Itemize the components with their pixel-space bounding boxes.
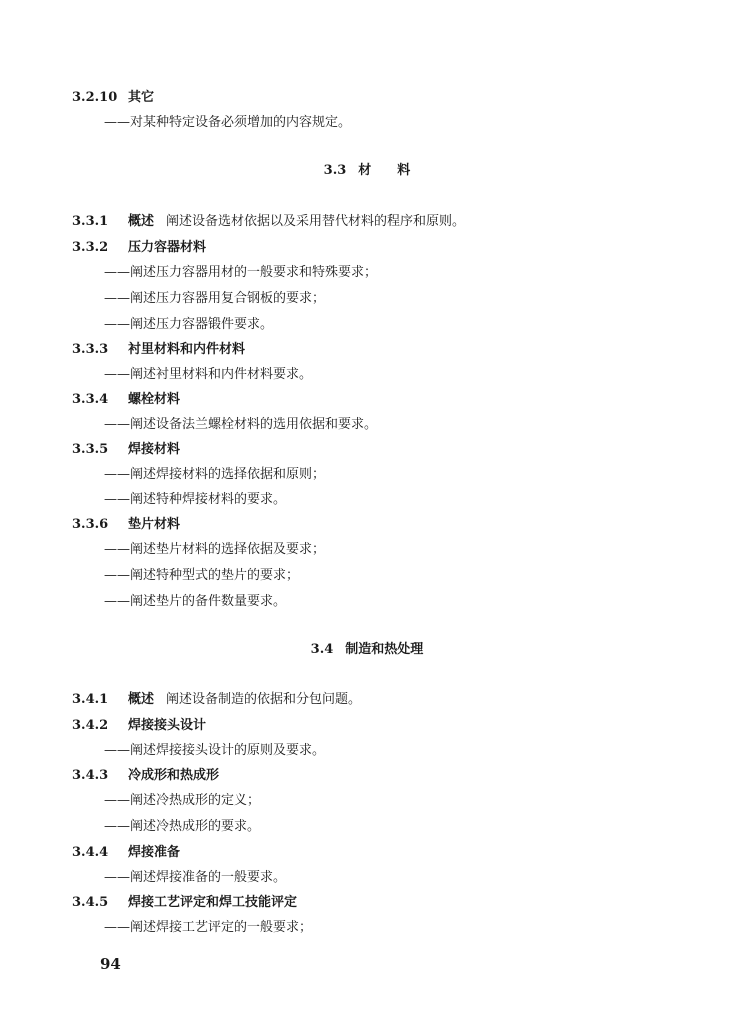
- section-number: 3.4.2: [72, 718, 109, 733]
- list-item: ——阐述冷热成形的定义；: [104, 793, 261, 808]
- list-item: ——阐述焊接工艺评定的一般要求；: [104, 920, 313, 935]
- section-number: 3.4.5: [72, 895, 109, 910]
- list-item: ——阐述衬里材料和内件材料要求。: [104, 367, 313, 382]
- list-item: ——阐述压力容器用材的一般要求和特殊要求；: [104, 265, 378, 280]
- section-3-4-3-heading: [72, 767, 219, 785]
- section-title: 衬里材料和内件材料: [128, 342, 246, 357]
- section-title: 螺栓材料: [128, 392, 181, 407]
- section-3-4-5-heading: [72, 894, 297, 912]
- section-number: 3.3.1: [72, 214, 109, 229]
- section-title: 概述: [128, 214, 155, 229]
- section-3-2-10-heading: [72, 89, 154, 107]
- section-number: 3.4.3: [72, 768, 109, 783]
- list-item: ——对某种特定设备必须增加的内容规定。: [104, 115, 352, 130]
- section-text: 阐述设备选材依据以及采用替代材料的程序和原则。: [166, 214, 466, 229]
- section-3-3-2-heading: [72, 239, 206, 257]
- section-number: 3.3.4: [72, 392, 109, 407]
- list-item: ——阐述垫片的备件数量要求。: [104, 594, 287, 609]
- list-item: ——阐述焊接准备的一般要求。: [104, 870, 287, 885]
- section-number: 3.2.10: [72, 90, 118, 105]
- section-3-3-1: [72, 213, 465, 231]
- section-number: 3.3: [323, 163, 347, 178]
- list-item: ——阐述垫片材料的选择依据及要求；: [104, 542, 326, 557]
- list-item: ——阐述焊接材料的选择依据和原则；: [104, 467, 326, 482]
- list-item: ——阐述特种型式的垫片的要求；: [104, 568, 300, 583]
- section-3-4-2-heading: [72, 717, 206, 735]
- section-number: 3.3.2: [72, 240, 109, 255]
- list-item: ——阐述压力容器用复合钢板的要求；: [104, 291, 326, 306]
- list-item: ——阐述压力容器锻件要求。: [104, 317, 274, 332]
- section-3-4-1: [72, 691, 361, 709]
- section-title: 垫片材料: [128, 517, 181, 532]
- section-title: 冷成形和热成形: [128, 768, 220, 783]
- section-title: 材 料: [358, 163, 411, 178]
- section-title: 焊接准备: [128, 845, 181, 860]
- section-3-3-3-heading: [72, 341, 245, 359]
- section-number: 3.3.6: [72, 517, 109, 532]
- list-item: ——阐述焊接接头设计的原则及要求。: [104, 743, 326, 758]
- list-item: ——阐述特种焊接材料的要求。: [104, 492, 287, 507]
- section-title: 焊接工艺评定和焊工技能评定: [128, 895, 298, 910]
- list-item: ——阐述设备法兰螺栓材料的选用依据和要求。: [104, 417, 378, 432]
- section-title: 其它: [128, 90, 155, 105]
- section-title: 制造和热处理: [345, 642, 424, 657]
- section-3-3-5-heading: [72, 441, 180, 459]
- page-number: 94: [100, 955, 121, 973]
- section-3-4-heading: [0, 641, 734, 659]
- section-number: 3.3.3: [72, 342, 109, 357]
- section-title: 压力容器材料: [128, 240, 207, 255]
- list-item: ——阐述冷热成形的要求。: [104, 819, 261, 834]
- section-3-3-4-heading: [72, 391, 180, 409]
- section-3-3-6-heading: [72, 516, 180, 534]
- section-3-4-4-heading: [72, 844, 180, 862]
- section-text: 阐述设备制造的依据和分包问题。: [166, 692, 362, 707]
- section-title: 概述: [128, 692, 155, 707]
- section-title: 焊接材料: [128, 442, 181, 457]
- section-number: 3.4.1: [72, 692, 109, 707]
- section-3-3-heading: [0, 162, 734, 180]
- section-number: 3.3.5: [72, 442, 109, 457]
- section-title: 焊接接头设计: [128, 718, 207, 733]
- section-number: 3.4.4: [72, 845, 109, 860]
- section-number: 3.4: [310, 642, 334, 657]
